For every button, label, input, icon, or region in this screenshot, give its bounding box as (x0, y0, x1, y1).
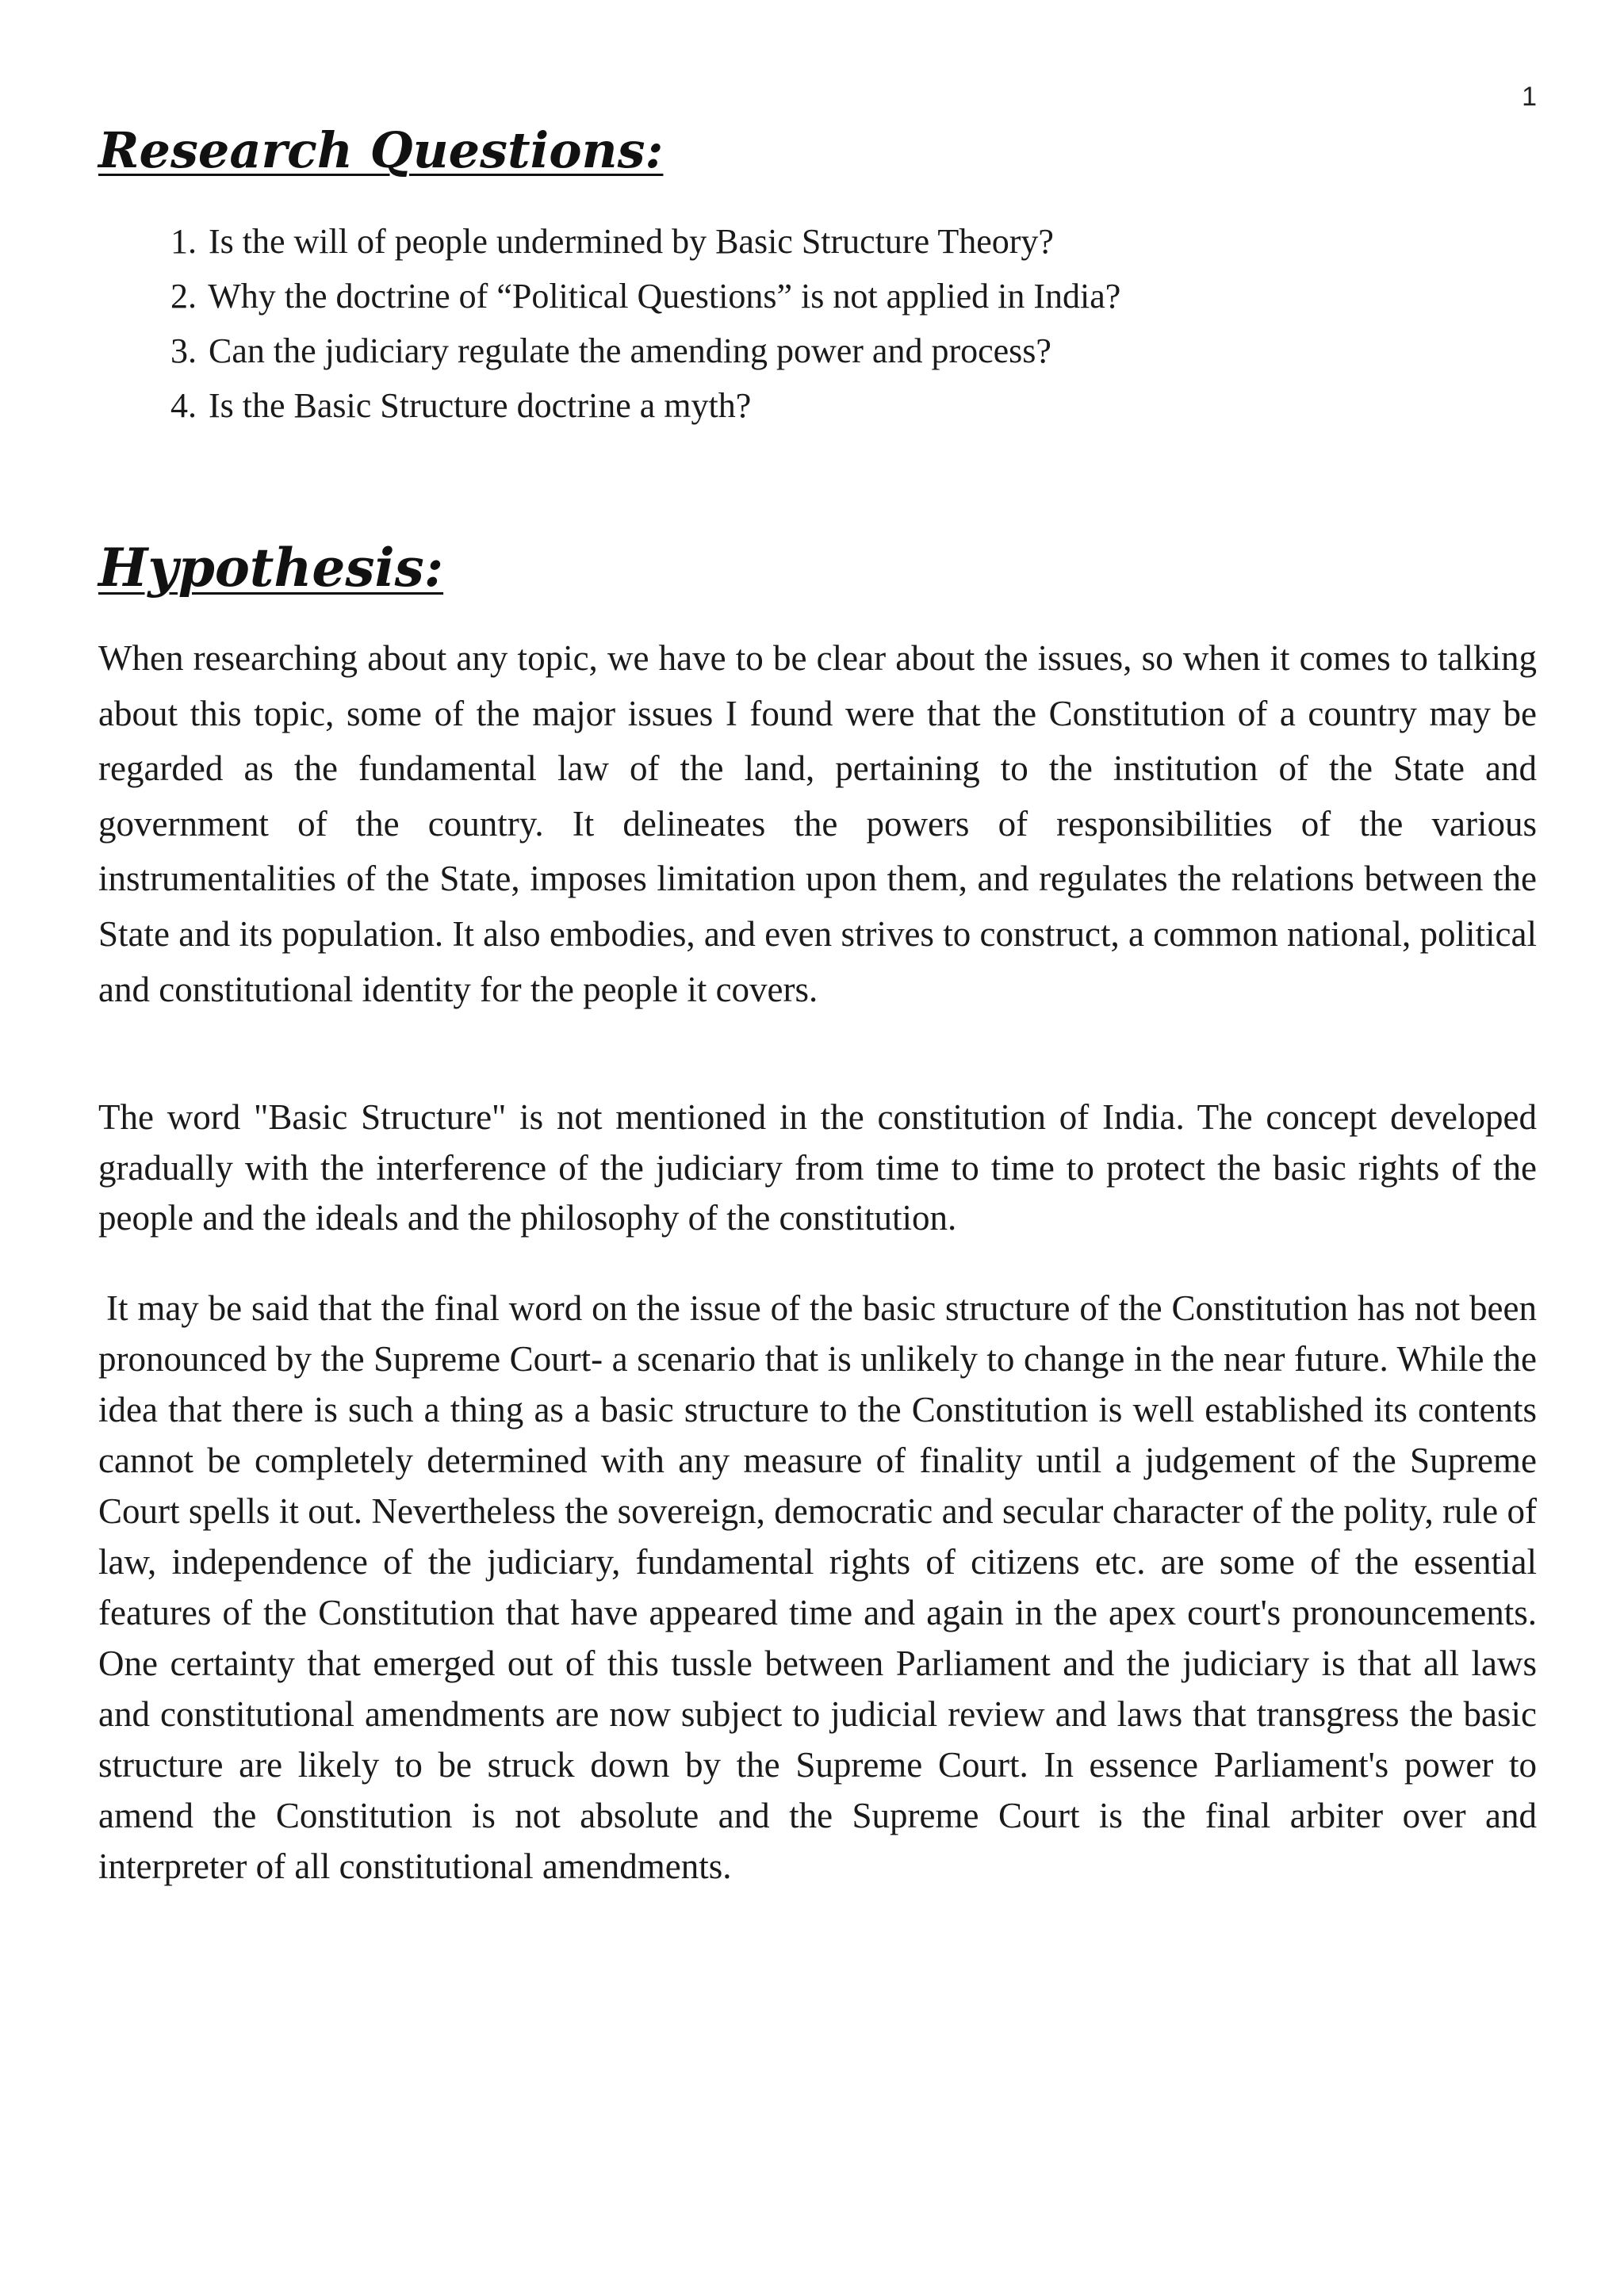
research-questions-heading: Research Questions: (98, 121, 664, 179)
list-item (98, 269, 1510, 323)
list-item-number: 3. (170, 331, 197, 370)
list-item (98, 378, 1510, 433)
list-item-number: 1. (170, 222, 197, 261)
hypothesis-heading: Hypothesis: (98, 537, 444, 599)
list-item-text: Is the will of people undermined by Basic Structure Theory? (209, 222, 1054, 261)
list-item-text: Is the Basic Structure doctrine a myth? (209, 386, 752, 425)
hypothesis-paragraph: The word "Basic Structure" is not mentioned in the constitution of India. The concept developed gradually with the interference of the judiciary from time to time to protect the basic rights of the people and the ideals and the philosophy of the constitution. (98, 1097, 1537, 1238)
page-number: 1 (1522, 82, 1537, 112)
research-questions-list (98, 214, 1510, 433)
hypothesis-paragraph: It may be said that the final word on the issue of the basic structure of the Constitution has not been pronounced by the Supreme Court- a scenario that is unlikely to change in the near future. While the idea that there is such a thing as a basic structure to the Constitution is well established its contents cannot be completely determined with any measure of finality until a judgement of the Supreme Court spells it out. Nevertheless the sovereign, democratic and secular character of the polity, rule of law, independence of the judiciary, fundamental rights of citizens etc. are some of the essential features of the Constitution that have appeared time and again in the apex court's pronouncements. One certainty that emerged out of this tussle between Parliament and the judiciary is that all laws and constitutional amendments are now subject to judicial review and laws that transgress the basic structure are likely to be struck down by the Supreme Court. In essence Parliament's power to amend the Constitution is not absolute and the Supreme Court is the final arbiter over and interpreter of all constitutional amendments. (98, 1288, 1537, 1886)
list-item-number: 2. (170, 277, 197, 316)
hypothesis-paragraph: When researching about any topic, we have to be clear about the issues, so when it comes to talking about this topic, some of the major issues I found were that the Constitution of a country may be regarded as the fundamental law of the land, pertaining to the institution of the State and government of the country. It delineates the powers of responsibilities of the various instrumentalities of the State, imposes limitation upon them, and regulates the relations between the State and its population. It also embodies, and even strives to construct, a common national, political and constitutional identity for the people it covers. (98, 638, 1537, 1009)
list-item-number: 4. (170, 386, 197, 425)
list-item (98, 323, 1510, 378)
list-item (98, 214, 1510, 269)
list-item-text: Can the judiciary regulate the amending power and process? (209, 331, 1051, 370)
list-item-text: Why the doctrine of “Political Questions” is not applied in India? (208, 277, 1121, 316)
